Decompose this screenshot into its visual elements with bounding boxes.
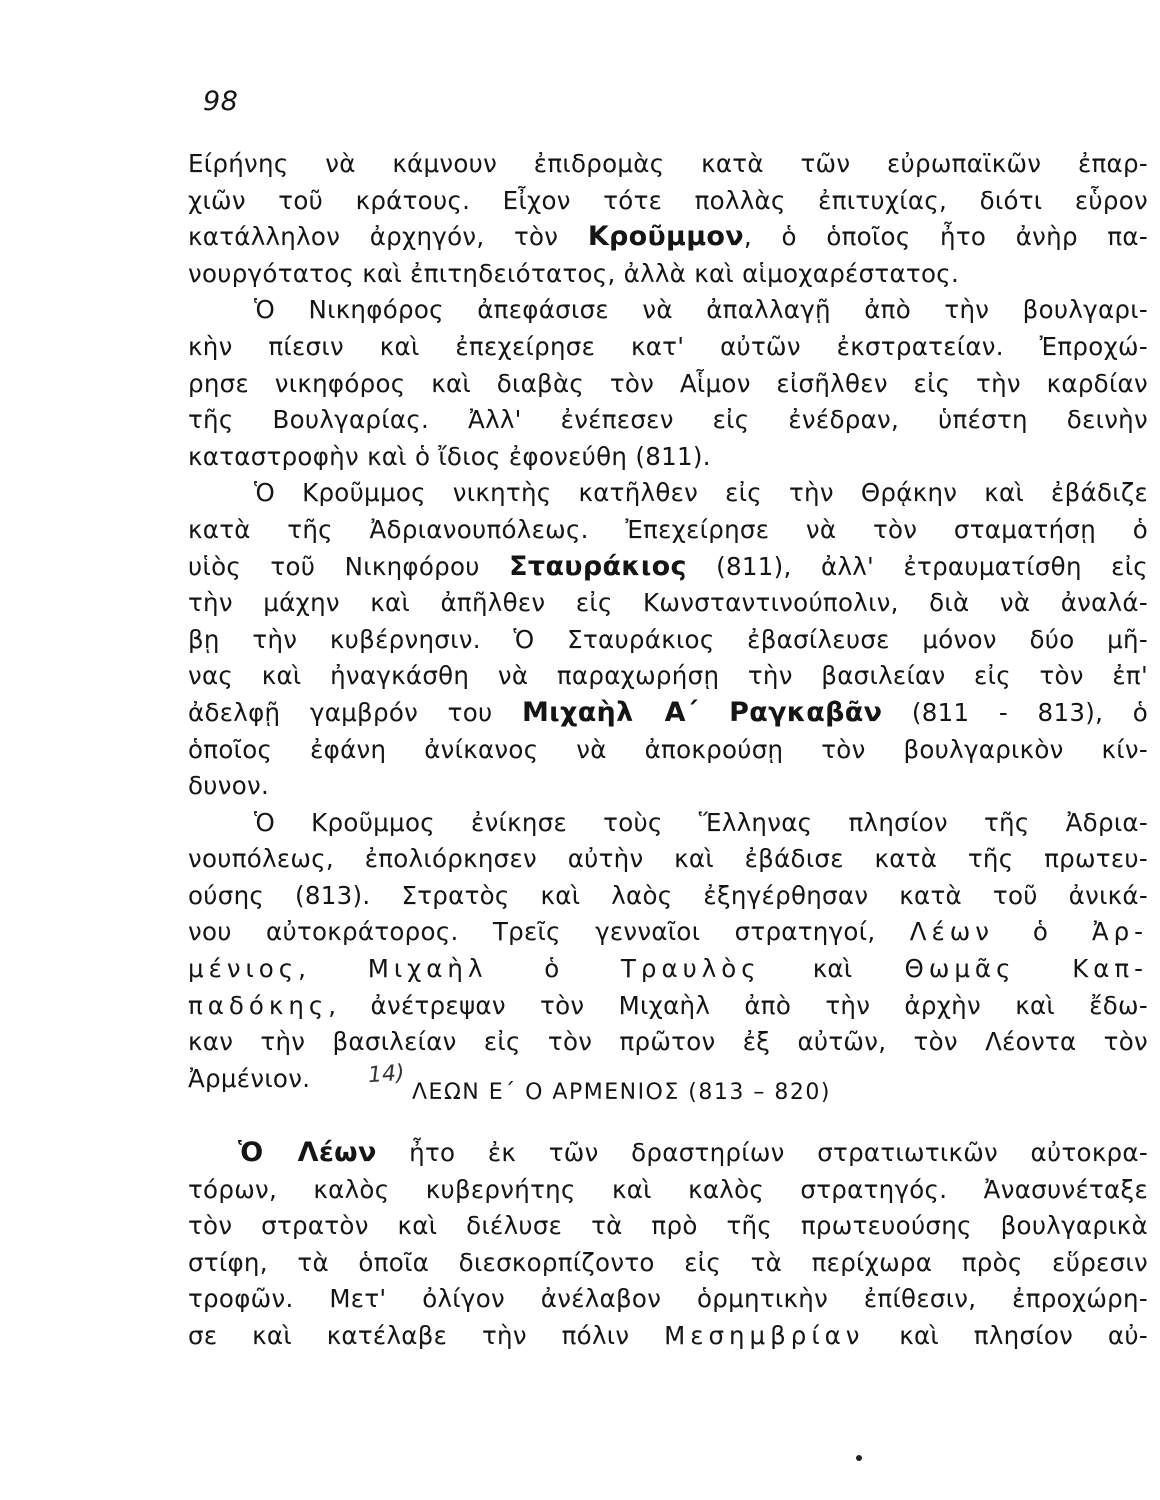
bold-name: Μιχαὴλ Α΄ Ραγκαβᾶν (522, 696, 883, 728)
section-heading: ΛΕΩΝ Ε΄ Ο ΑΡΜΕΝΙΟΣ (813 – 820) (412, 1080, 831, 1105)
text-line: Ὁ Κροῦμμος νικητὴς κατῆλθεν εἰς τὴν Θρᾴκην καὶ ἐβάδιζε (254, 478, 1148, 508)
page-number: 98 (203, 86, 239, 117)
text-line (188, 914, 1148, 951)
text-line (188, 695, 1148, 732)
text-line: τροφῶν. Μετ' ὀλίγον ἀνέλαβον ὁρμητικὴν ἐπίθεσιν, ἐπροχώρη- (188, 1284, 1148, 1314)
text-line: βῃ τὴν κυβέρνησιν. Ὁ Σταυράκιος ἐβασίλευσε μόνον δύο μῆ- (188, 624, 1148, 654)
bold-name: Σταυράκιος (509, 550, 687, 582)
text-line: ρησε νικηφόρος καὶ διαβὰς τὸν Αἷμον εἰσῆλθεν εἰς τὴν καρδίαν (188, 368, 1148, 398)
text-line: Ὁ Κροῦμμος ἐνίκησε τοὺς Ἕλληνας πλησίον τῆς Ἀδρια- (254, 807, 1148, 837)
ink-speck (856, 1455, 862, 1461)
text-line: κατὰ τῆς Ἀδριανουπόλεως. Ἐπεχείρησε νὰ τὸν σταματήσῃ ὁ (188, 514, 1148, 544)
text-segment: ἀδελφῇ γαμβρόν του (188, 697, 522, 727)
text-segment: ἦτο ἐκ τῶν δραστηρίων στρατιωτικῶν αὐτοκρα- (376, 1138, 1148, 1167)
text-line (188, 549, 1148, 586)
text-line: τὴν μάχην καὶ ἀπῆλθεν εἰς Κωνσταντινούπολιν, διὰ νὰ ἀναλά- (188, 588, 1148, 618)
bold-name: Ὁ Λέων (238, 1137, 377, 1168)
text-line: νουπόλεως, ἐπολιόρκησεν αὐτὴν καὶ ἐβάδισε κατὰ τῆς πρωτευ- (188, 844, 1148, 874)
text-line: νουργότατος καὶ ἐπιτηδειότατος, ἀλλὰ καὶ αἱμοχαρέστατος. (188, 258, 960, 288)
text-line: στίφη, τὰ ὁποῖα διεσκορπίζοντο εἰς τὰ περίχωρα πρὸς εὕρεσιν (188, 1247, 1148, 1277)
text-segment: σε καὶ κατέλαβε τὴν πόλιν (188, 1320, 665, 1350)
text-line: κὴν πίεσιν καὶ ἐπεχείρησε κατ' αὐτῶν ἐκστρατείαν. Ἐπροχώ- (188, 331, 1148, 361)
text-line: τὸν στρατὸν καὶ διέλυσε τὰ πρὸ τῆς πρωτευούσης βουλγαρικὰ (188, 1211, 1148, 1241)
text-line: ὁποῖος ἐφάνη ἀνίκανος νὰ ἀποκρούσῃ τὸν βουλγαρικὸν κίν- (188, 734, 1148, 764)
text-segment: (811 - 813), ὁ (882, 697, 1148, 727)
text-line: τόρων, καλὸς κυβερνήτης καὶ καλὸς στρατηγός. Ἀνασυνέταξε (188, 1174, 1148, 1204)
text-line: Ὁ Νικηφόρος ἀπεφάσισε νὰ ἀπαλλαγῇ ἀπὸ τὴν βουλγαρι- (254, 295, 1148, 325)
text-segment: , ἀνέτρεψαν τὸν Μιχαὴλ ἀπὸ τὴν ἀρχὴν καὶ ἔδω- (328, 990, 1148, 1020)
text-segment: καὶ πλησίον αὐ- (864, 1320, 1148, 1350)
text-line (188, 219, 1148, 256)
body-text-top (188, 146, 1148, 1097)
spaced-name: Θωμᾶς Καπ- (904, 954, 1148, 984)
text-line: νας καὶ ἠναγκάσθη νὰ παραχωρήσῃ τὴν βασιλείαν εἰς τὸν ἐπ' (188, 661, 1148, 691)
text-segment: καὶ (760, 954, 905, 984)
text-segment: υἱὸς τοῦ Νικηφόρου (188, 551, 510, 581)
text-line: τῆς Βουλγαρίας. Ἀλλ' ἐνέπεσεν εἰς ἐνέδραν, ὑπέστη δεινὴν (188, 405, 1148, 435)
text-line (188, 951, 1148, 988)
spaced-name: Μεσημβρίαν (664, 1320, 865, 1350)
text-line: δυνον. (188, 771, 270, 801)
handwritten-margin-note: 14) (367, 1060, 406, 1089)
text-segment: κατάλληλον ἀρχηγόν, τὸν (188, 222, 588, 252)
text-line (188, 988, 1148, 1025)
text-segment: , ὁ ὁποῖος ἦτο ἀνὴρ πα- (743, 222, 1148, 252)
text-segment: (811), ἀλλ' ἐτραυματίσθη εἰς (686, 551, 1148, 581)
text-line: καν τὴν βασιλείαν εἰς τὸν πρῶτον ἐξ αὐτῶν, τὸν Λέοντα τὸν (188, 1027, 1148, 1057)
body-text-bottom (188, 1135, 1148, 1355)
spaced-name: Λέων ὁ Ἀρ- (909, 917, 1148, 947)
text-line: Είρήνης νὰ κάμνουν ἐπιδρομὰς κατὰ τῶν εὐρωπαϊκῶν ἐπαρ- (188, 149, 1148, 178)
text-line (188, 1318, 1148, 1355)
spaced-name: παδόκης (188, 990, 329, 1020)
text-line: χιῶν τοῦ κράτους. Εἶχον τότε πολλὰς ἐπιτυχίας, διότι εὗρον (188, 185, 1148, 215)
bold-name: Κροῦμμον (587, 221, 744, 253)
text-line: Ἀρμένιον. (188, 1063, 311, 1093)
text-line: καταστροφὴν καὶ ὁ ἴδιος ἐφονεύθη (811). (188, 441, 711, 471)
text-line (188, 1135, 1148, 1172)
text-segment: νου αὐτοκράτορος. Τρεῖς γενναῖοι στρατηγοί, (188, 917, 910, 947)
spaced-name: μένιος, Μιχαὴλ ὁ Τραυλὸς (188, 954, 761, 984)
text-line: ούσης (813). Στρατὸς καὶ λαὸς ἐξηγέρθησαν κατὰ τοῦ ἀνικά- (188, 880, 1148, 910)
